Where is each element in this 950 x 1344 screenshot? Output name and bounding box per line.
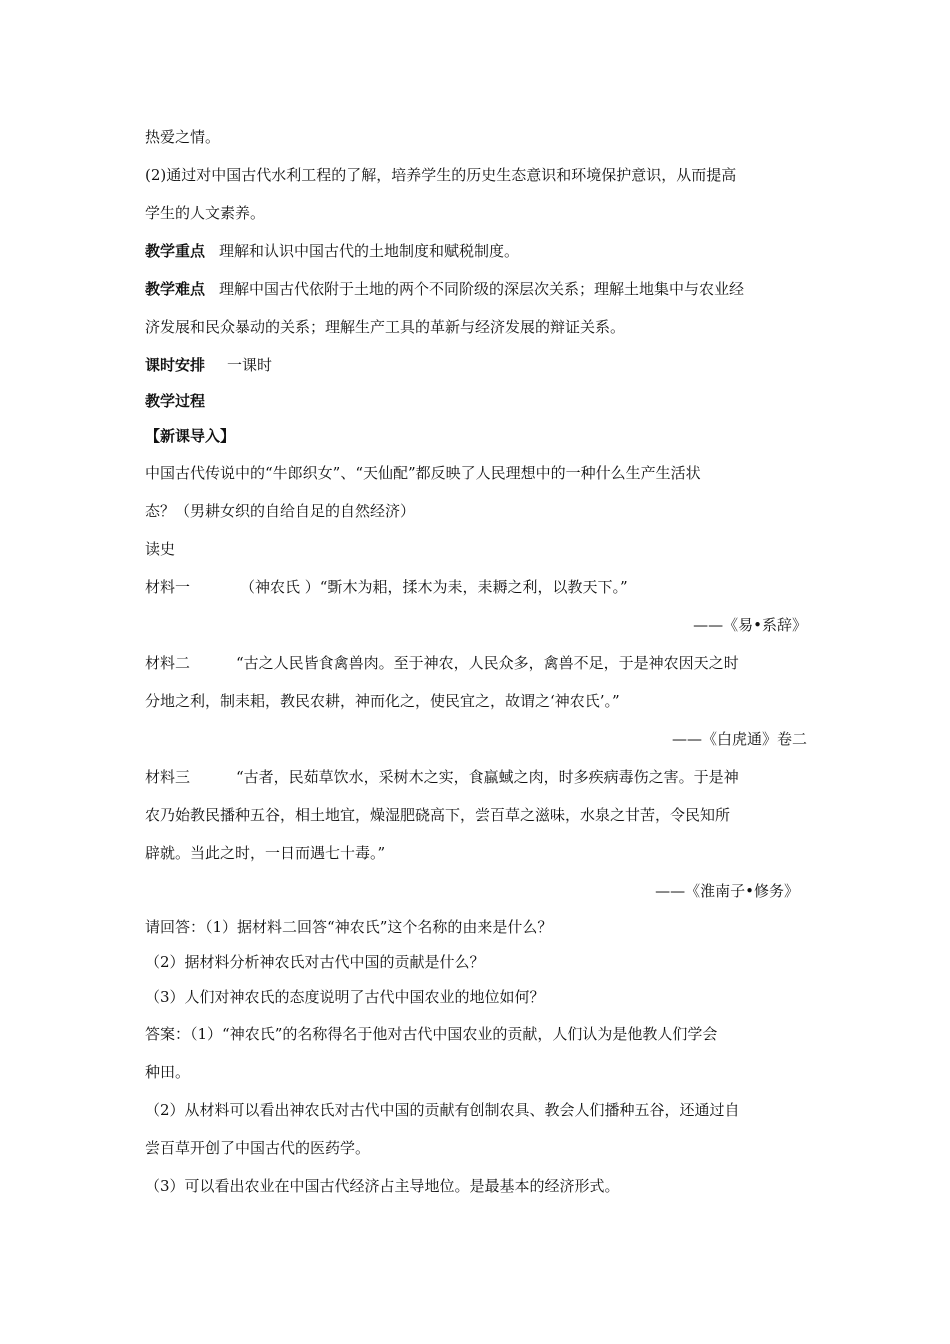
material-2-source: ——《白虎通》卷二 xyxy=(671,730,807,748)
material-3-text-1: “古者，民茹草饮水，采树木之实，食蠃蜮之肉，时多疾病毒伤之害。于是神 xyxy=(236,768,739,786)
question-2: （2）据材料分析神农氏对古代中国的贡献是什么？ xyxy=(145,953,485,971)
material-1-label: 材料一 xyxy=(145,578,191,596)
material-1-text: （神农氏 ）“斲木为耜，揉木为耒，耒耨之利，以教天下。” xyxy=(240,578,628,596)
material-1-line-1 xyxy=(145,568,807,606)
material-3-line-2: 农乃始教民播种五谷，相土地宜，燥湿肥硗高下，尝百草之滋味，水泉之甘苦，令民知所 xyxy=(145,806,731,824)
schedule-label: 课时安排 xyxy=(145,356,206,374)
key-points xyxy=(145,232,807,270)
difficulties-line-2: 济发展和民众暴动的关系；理解生产工具的革新与经济发展的辩证关系。 xyxy=(145,318,626,336)
intro-line-2: (2)通过对中国古代水利工程的了解，培养学生的历史生态意识和环境保护意识，从而提高 xyxy=(145,166,737,184)
question-3: （3）人们对神农氏的态度说明了古代中国农业的地位如何？ xyxy=(145,988,545,1006)
schedule-text: 一课时 xyxy=(227,356,273,374)
answer-line-3: （2）从材料可以看出神农氏对古代中国的贡献有创制农具、教会人们播种五谷，还通过自 xyxy=(145,1101,740,1119)
intro-line-3: 学生的人文素养。 xyxy=(145,204,266,222)
material-2-line-1 xyxy=(145,644,807,682)
material-3-label: 材料三 xyxy=(145,768,191,786)
material-3-source: ——《淮南子•修务》 xyxy=(655,882,799,900)
material-2-label: 材料二 xyxy=(145,654,191,672)
material-2-line-2: 分地之利，制耒耜，教民农耕，神而化之，使民宜之，故谓之‘神农氏’。” xyxy=(145,692,620,710)
material-3-line-3: 辟就。当此之时，一日而遇七十毒。” xyxy=(145,844,386,862)
difficulties-text-1: 理解中国古代依附于土地的两个不同阶级的深层次关系；理解土地集中与农业经 xyxy=(219,280,745,298)
material-3-line-1 xyxy=(145,758,807,796)
document-page xyxy=(145,118,807,1205)
difficulties-line-1 xyxy=(145,270,807,308)
schedule xyxy=(145,346,807,384)
new-lesson-heading: 【新课导入】 xyxy=(145,427,236,445)
reading-label: 读史 xyxy=(145,540,176,558)
answer-line-4: 尝百草开创了中国古代的医药学。 xyxy=(145,1139,371,1157)
material-1-source: ——《易•系辞》 xyxy=(693,616,807,634)
key-points-text: 理解和认识中国古代的土地制度和赋税制度。 xyxy=(219,242,520,260)
new-lesson-line-2: 态？（男耕女织的自给自足的自然经济） xyxy=(145,502,416,520)
difficulties-label: 教学难点 xyxy=(145,280,206,298)
answer-line-1: 答案：（1）“神农氏”的名称得名于他对古代中国农业的贡献，人们认为是他教人们学会 xyxy=(145,1025,718,1043)
material-2-text-1: “古之人民皆食禽兽肉。至于神农，人民众多，禽兽不足，于是神农因天之时 xyxy=(236,654,739,672)
question-1: 请回答：（1）据材料二回答“神农氏”这个名称的由来是什么？ xyxy=(145,918,553,936)
answer-line-5: （3）可以看出农业在中国古代经济占主导地位。是最基本的经济形式。 xyxy=(145,1177,620,1195)
answer-line-2: 种田。 xyxy=(145,1063,191,1081)
process-heading: 教学过程 xyxy=(145,392,206,410)
new-lesson-line-1: 中国古代传说中的“牛郎织女”、“天仙配”都反映了人民理想中的一种什么生产生活状 xyxy=(145,464,701,482)
key-points-label: 教学重点 xyxy=(145,242,206,260)
intro-line-1: 热爱之情。 xyxy=(145,128,221,146)
